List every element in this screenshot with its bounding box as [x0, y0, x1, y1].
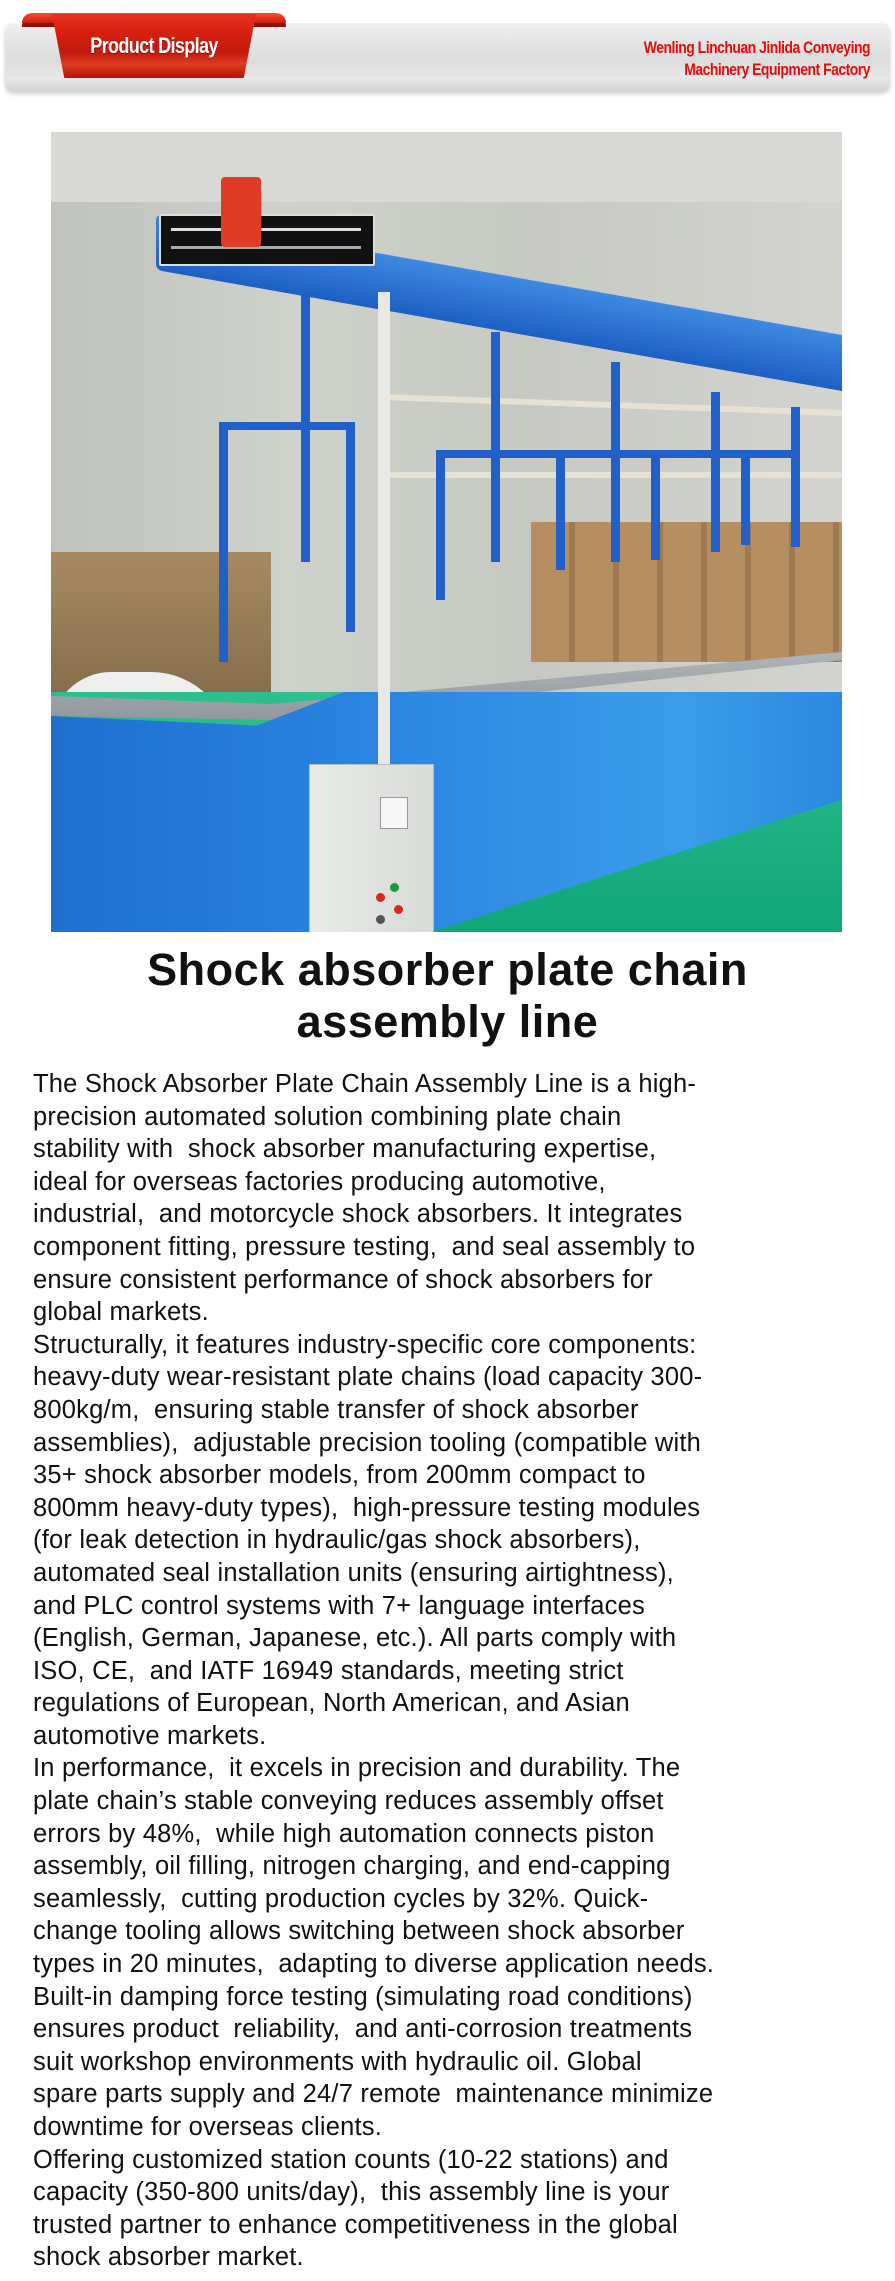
photo-control-cabinet	[309, 764, 434, 932]
description-line: In performance, it excels in precision and durability. The	[33, 1754, 681, 1783]
description-line: ISO, CE, and IATF 16949 standards, meeting strict	[33, 1656, 624, 1685]
company-name-line-1: Wenling Linchuan Jinlida Conveying	[643, 38, 870, 57]
description-line: (English, German, Japanese, etc.). All parts comply with	[33, 1624, 677, 1653]
description-line: stability with shock absorber manufacturing expertise,	[33, 1135, 657, 1164]
description-line: ideal for overseas factories producing automotive,	[33, 1167, 606, 1196]
description-line: Structurally, it features industry-specific core components:	[33, 1330, 697, 1359]
description-line: spare parts supply and 24/7 remote maintenance minimize	[33, 2080, 714, 2109]
description-line: and PLC control systems with 7+ language interfaces	[33, 1591, 645, 1620]
description-line: capacity (350-800 units/day), this assembly line is your	[33, 2178, 670, 2207]
description-line: ensures product reliability, and anti-corrosion treatments	[33, 2015, 693, 2044]
photo-frame-post	[491, 332, 500, 562]
description-line: industrial, and motorcycle shock absorbers. It integrates	[33, 1200, 683, 1229]
description-line: types in 20 minutes, adapting to diverse application needs.	[33, 1950, 715, 1979]
description-line: ensure consistent performance of shock absorbers for	[33, 1265, 653, 1294]
photo-frame-post	[301, 272, 310, 562]
photo-air-regulator	[221, 177, 261, 247]
description-line: component fitting, pressure testing, and seal assembly to	[33, 1232, 696, 1261]
description-line: automated seal installation units (ensuring airtightness),	[33, 1558, 674, 1587]
description-line: downtime for overseas clients.	[33, 2113, 382, 2141]
description-line: assembly, oil filling, nitrogen charging, and end-capping	[33, 1852, 671, 1881]
description-line: suit workshop environments with hydraulic oil. Global	[33, 2047, 642, 2076]
photo-gauge	[380, 797, 408, 829]
description-line: heavy-duty wear-resistant plate chains (load capacity 300-	[33, 1363, 703, 1392]
company-name-line-2: Machinery Equipment Factory	[684, 60, 870, 79]
photo-frame-post	[651, 450, 660, 560]
description-line: plate chain’s stable conveying reduces assembly offset	[33, 1787, 664, 1816]
description-line: Built-in damping force testing (simulating road conditions)	[33, 1982, 693, 2011]
description-line: 800mm heavy-duty types), high-pressure testing modules	[33, 1493, 701, 1522]
description-line: errors by 48%, while high automation connects piston	[33, 1819, 655, 1848]
photo-red-button	[394, 905, 403, 914]
photo-frame-post	[741, 450, 750, 545]
photo-frame-post	[346, 422, 355, 632]
photo-frame-bar	[219, 422, 354, 430]
photo-frame-post	[611, 362, 620, 562]
description-line: The Shock Absorber Plate Chain Assembly Line is a high-	[33, 1070, 697, 1098]
description-line: precision automated solution combining plate chain	[33, 1102, 622, 1131]
photo-frame-post	[556, 450, 565, 570]
section-label: Product Display	[90, 33, 218, 58]
description-line: regulations of European, North American, and Asian	[33, 1689, 630, 1718]
photo-line-sign	[159, 214, 375, 266]
photo-switch	[376, 915, 385, 924]
photo-ceiling	[51, 132, 842, 202]
description-line: automotive markets.	[33, 1721, 267, 1750]
title-line-1: Shock absorber plate chain	[147, 944, 748, 995]
description-line: global markets.	[33, 1298, 209, 1327]
page-title	[0, 944, 895, 1048]
description-line: (for leak detection in hydraulic/gas shock absorbers),	[33, 1526, 641, 1555]
photo-red-button	[376, 893, 385, 902]
photo-green-button	[390, 883, 399, 892]
description-line: change tooling allows switching between shock absorber	[33, 1917, 685, 1946]
description-line: assemblies), adjustable precision tooling (compatible with	[33, 1428, 702, 1457]
product-photo	[51, 132, 842, 932]
header-banner	[0, 0, 895, 100]
photo-frame-post	[219, 422, 228, 662]
description-line: shock absorber market.	[33, 2243, 304, 2272]
description-line: 800kg/m, ensuring stable transfer of shock absorber	[33, 1395, 639, 1424]
description-line: trusted partner to enhance competitiveness in the global	[33, 2210, 678, 2239]
description-line: 35+ shock absorber models, from 200mm compact to	[33, 1461, 646, 1490]
title-line-2: assembly line	[296, 996, 599, 1047]
photo-frame-post	[436, 450, 445, 600]
photo-frame-post	[791, 407, 800, 547]
description-line: seamlessly, cutting production cycles by 32%. Quick-	[33, 1884, 649, 1913]
description-line: Offering customized station counts (10-22 stations) and	[33, 2145, 669, 2174]
company-name	[526, 37, 870, 81]
photo-frame-post	[711, 392, 720, 552]
product-description	[33, 1068, 878, 2274]
